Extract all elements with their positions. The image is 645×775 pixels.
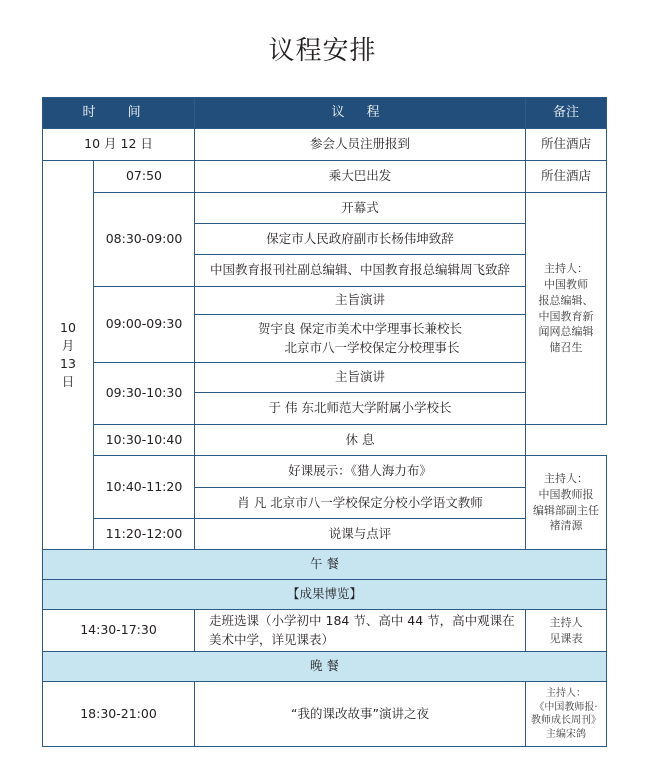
table-row-bus [43,161,607,193]
opening-item: 开幕式 [195,193,526,224]
lesson-time: 10:40-11:20 [94,456,195,519]
table-row-lesson [43,456,607,488]
lesson-teacher: 肖 凡 北京市八一学校保定分校小学语文教师 [195,488,526,519]
break-time: 10:30-10:40 [94,425,195,456]
observe-note: 主持人 见课表 [526,610,607,652]
dinner-band: 晚 餐 [43,652,607,682]
bus-note: 所住酒店 [526,161,607,193]
header-time: 时 间 [43,98,195,129]
observe-agenda: 走班选课（小学初中 184 节、高中 44 节，高中观课在 美术中学，详见课表） [195,610,526,652]
table-row-dinner [43,652,607,682]
header-agenda: 议 程 [195,98,526,129]
evening-time: 18:30-21:00 [43,682,195,747]
observe-time: 14:30-17:30 [43,610,195,652]
table-row-evening [43,682,607,747]
bus-time: 07:50 [94,161,195,193]
header-row [43,98,607,129]
header-note: 备注 [526,98,607,129]
lesson-title: 好课展示：《猎人海力布》 [195,456,526,488]
opening-time: 08:30-09:00 [94,193,195,287]
registration-agenda: 参会人员注册报到 [195,129,526,161]
table-row-review [43,519,607,550]
evening-agenda: “我的课改故事”演讲之夜 [195,682,526,747]
achievements-band: 【成果博览】 [43,580,607,610]
table-row-break [43,425,607,456]
keynote-2-speaker: 于 伟 东北师范大学附属小学校长 [195,393,526,425]
table-row-observe [43,610,607,652]
lunch-band: 午 餐 [43,550,607,580]
table-row-opening [43,193,607,224]
opening-item: 中国教育报刊社副总编辑、中国教育报总编辑周飞致辞 [195,255,526,287]
keynote-1-speaker: 贺宇良 保定市美术中学理事长兼校长 北京市八一学校保定分校理事长 [195,315,526,363]
break-agenda: 休 息 [195,425,526,456]
keynote-1-title: 主旨演讲 [195,287,526,315]
opening-item: 保定市人民政府副市长杨伟坤致辞 [195,224,526,255]
day-13-label: 10 月 13 日 [43,161,94,550]
host-note-lesson: 主持人： 中国教师报 编辑部副主任 褚清源 [526,456,607,550]
host-note-morning: 主持人： 中国教师 报总编辑、 中国教育新 闻网总编辑 储召生 [526,193,607,425]
agenda-table [42,97,607,747]
keynote-2-time: 09:30-10:30 [94,363,195,425]
table-row-achievements [43,580,607,610]
table-row-keynote-2 [43,363,607,393]
registration-date: 10 月 12 日 [43,129,195,161]
review-agenda: 说课与点评 [195,519,526,550]
table-row-keynote-1 [43,287,607,315]
keynote-1-time: 09:00-09:30 [94,287,195,363]
review-time: 11:20-12:00 [94,519,195,550]
registration-note: 所住酒店 [526,129,607,161]
evening-note: 主持人： 《中国教师报· 教师成长周刊》 主编宋鸽 [526,682,607,747]
keynote-2-title: 主旨演讲 [195,363,526,393]
page-title: 议程安排 [268,36,377,66]
bus-agenda: 乘大巴出发 [195,161,526,193]
table-row-lunch [43,550,607,580]
table-row-registration [43,129,607,161]
